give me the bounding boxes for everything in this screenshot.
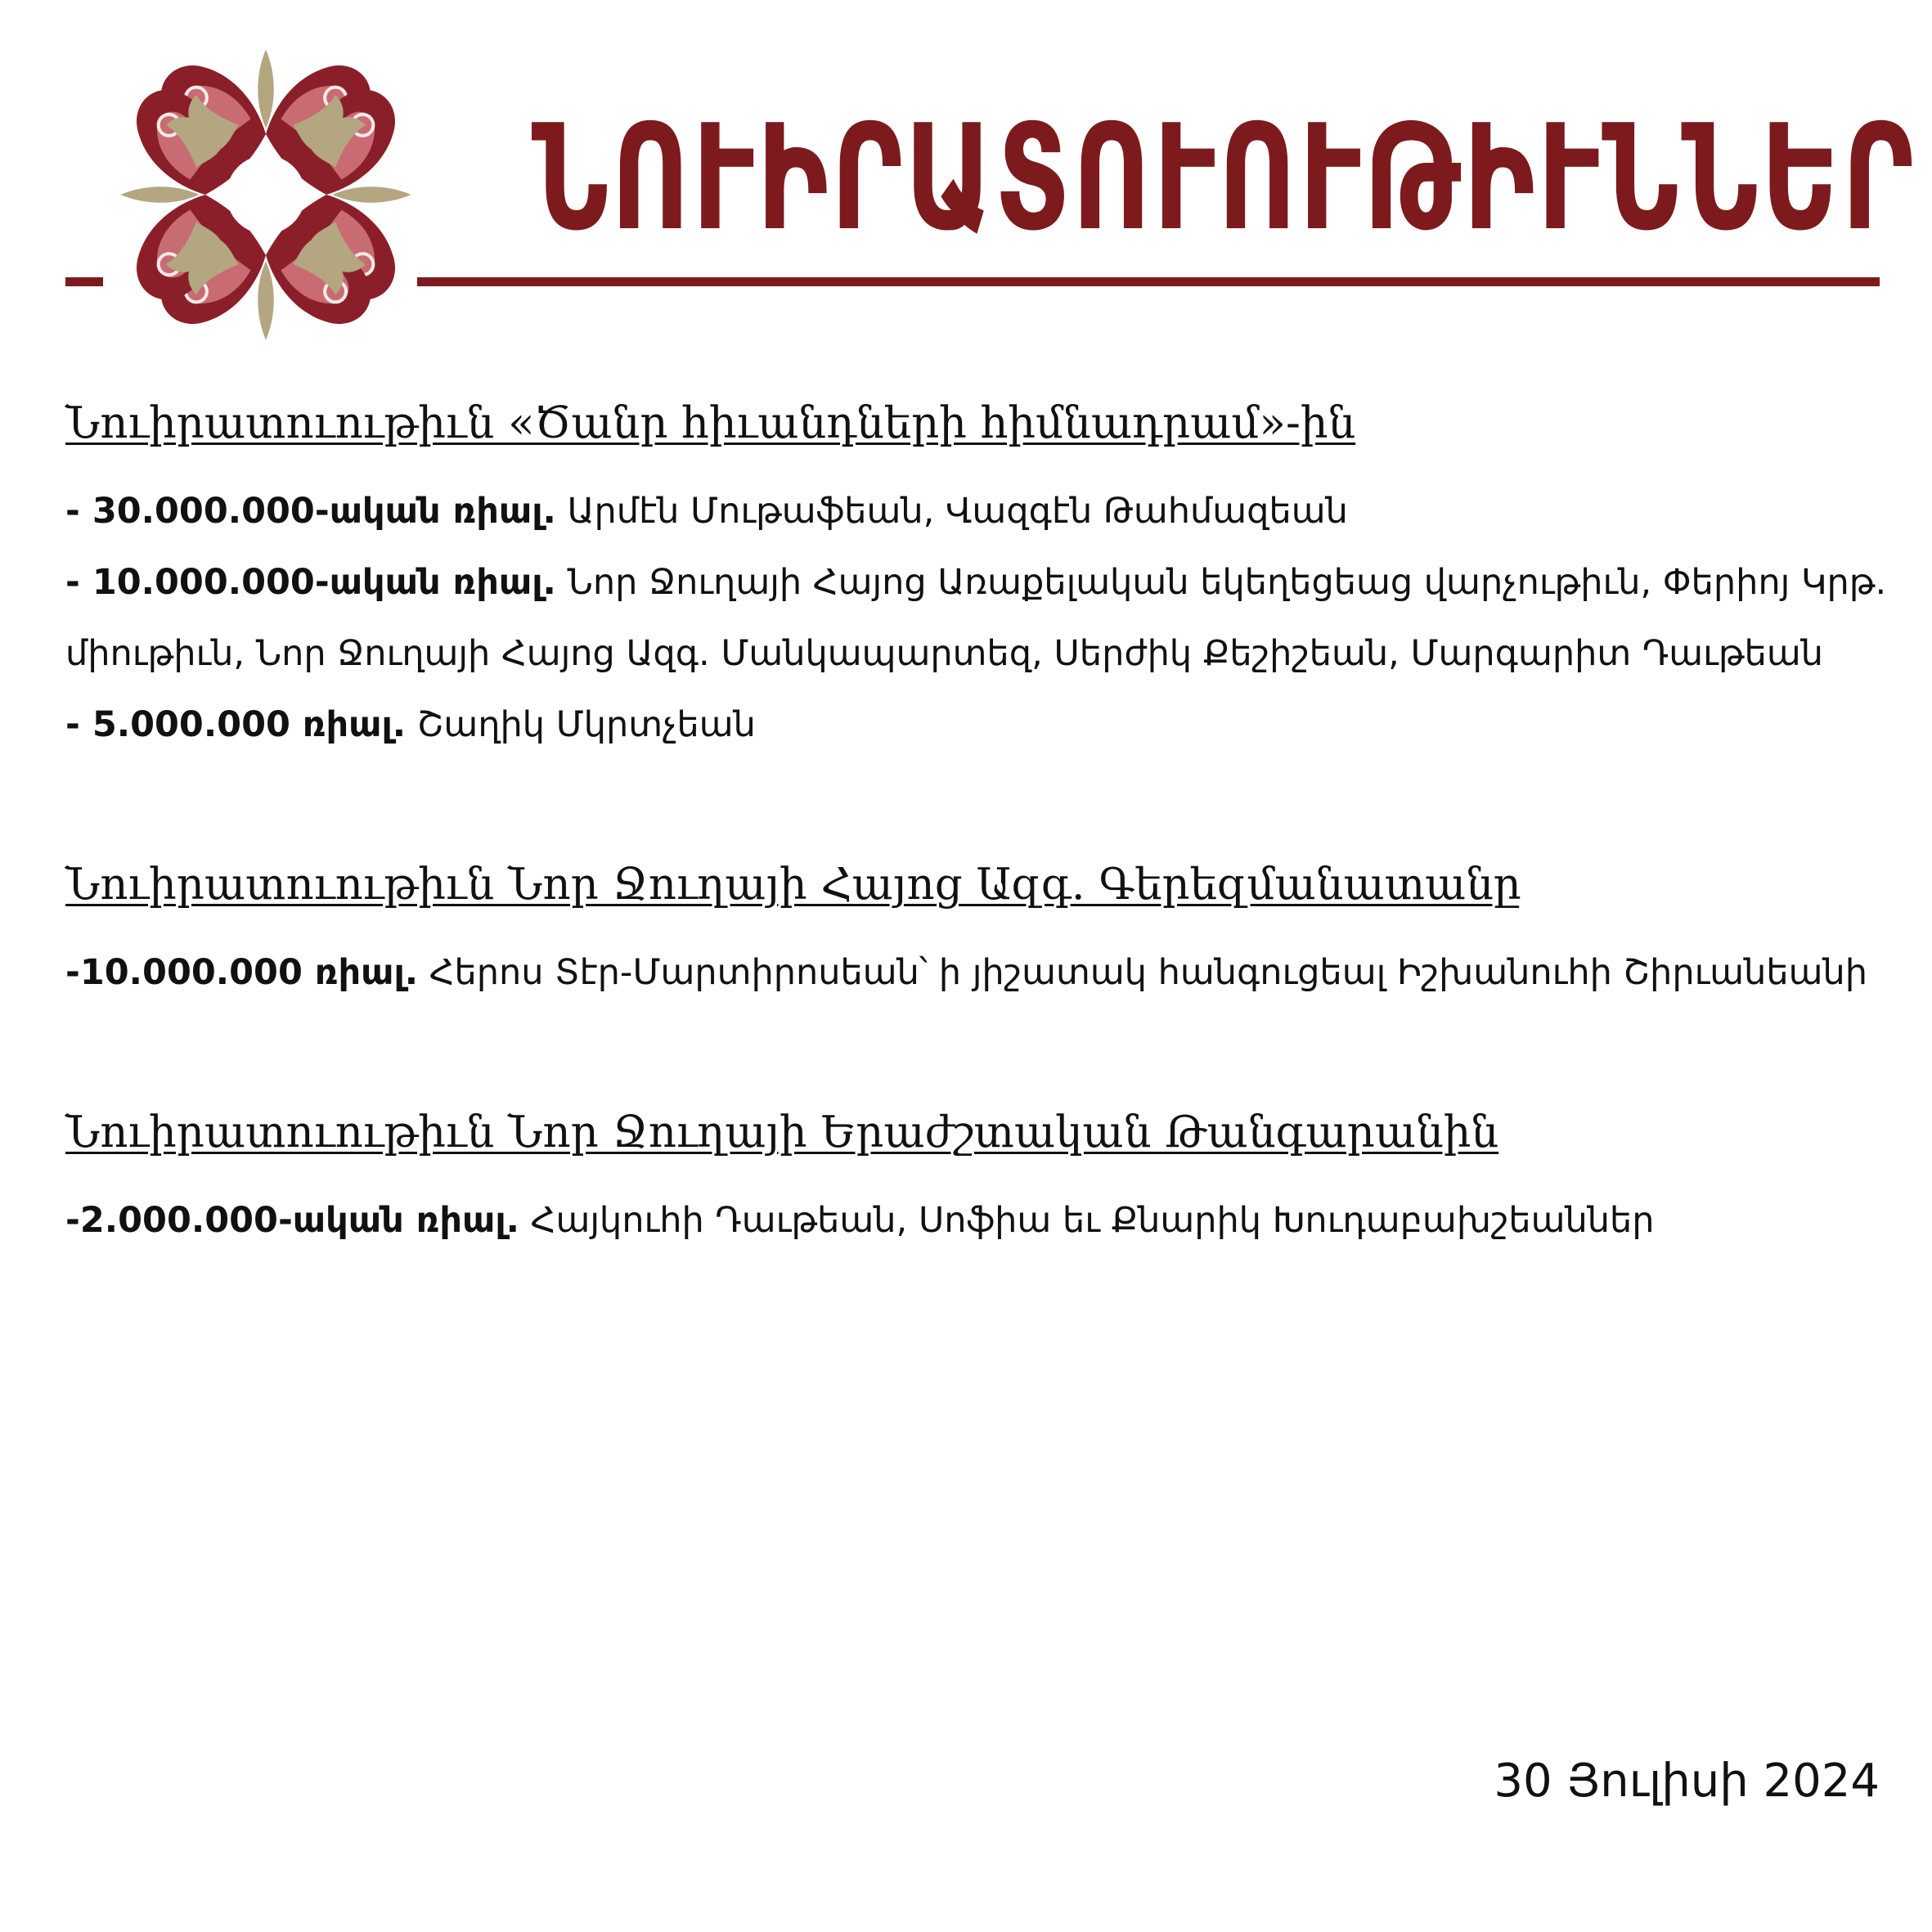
donation-entry: [65, 690, 1898, 761]
donor-names: Արմէն Մութաֆեան, Վազգէն Թահմազեան: [555, 491, 1348, 532]
header-rule-left: [65, 277, 103, 286]
section-title: Նուիրատուութիւն «Ծանր հիւանդների հիմնադրամ»-ին: [65, 398, 1356, 448]
donations-list: [65, 391, 1898, 1348]
publication-date: 30 Յուլիսի 2024: [1494, 1755, 1880, 1808]
armenian-ornament-rosette-icon: [115, 39, 417, 350]
donation-amount: - 30.000.000-ական ռիալ.: [65, 491, 556, 532]
section-title: Նուիրատուութիւն Նոր Ջուղայի Հայոց Ազգ. Գերեզմանատանը: [65, 860, 1521, 910]
donation-entry: [65, 547, 1898, 690]
section-title: Նուիրատուութիւն Նոր Ջուղայի Երաժշտական Թանգարանին: [65, 1108, 1499, 1157]
donation-entry: [65, 1185, 1898, 1256]
donation-amount: -10.000.000 ռիալ.: [65, 952, 419, 993]
donor-names: Նոր Ջուղայի Հայոց Առաքելական եկեղեցեաց վարչութիւն, Փերիոյ Կրթ. միութիւն, Նոր Ջուղայի Հայոց Ազգ. Մանկապարտեզ, Սերժիկ Քեշիշեան, Մարգարիտ Դաւթեան: [65, 562, 1887, 674]
donation-amount: - 5.000.000 ռիալ.: [65, 704, 407, 745]
donation-section-music-museum: [65, 1100, 1898, 1256]
donation-entry: [65, 937, 1898, 1009]
donation-section-cemetery: [65, 852, 1898, 1009]
donation-amount: -2.000.000-ական ռիալ.: [65, 1200, 519, 1241]
page-title: ՆՈՒԻՐԱՏՈՒՈՒԹԻՒՆՆԵՐ: [532, 93, 1916, 263]
donor-names: Հայկուհի Դաւթեան, Սոֆիա եւ Քնարիկ Խուդաբախշեաններ: [519, 1200, 1655, 1241]
header-rule-right: [417, 277, 1880, 286]
donor-names: Հերոս Տէր-Մարտիրոսեան՝ ի յիշատակ հանգուցեալ Իշխանուհի Շիրւանեանի: [418, 952, 1868, 993]
donation-entry: [65, 476, 1898, 547]
donation-amount: - 10.000.000-ական ռիալ.: [65, 562, 556, 603]
donation-section-patients-fund: [65, 391, 1898, 761]
donor-names: Շաղիկ Մկրտչեան: [406, 704, 756, 745]
